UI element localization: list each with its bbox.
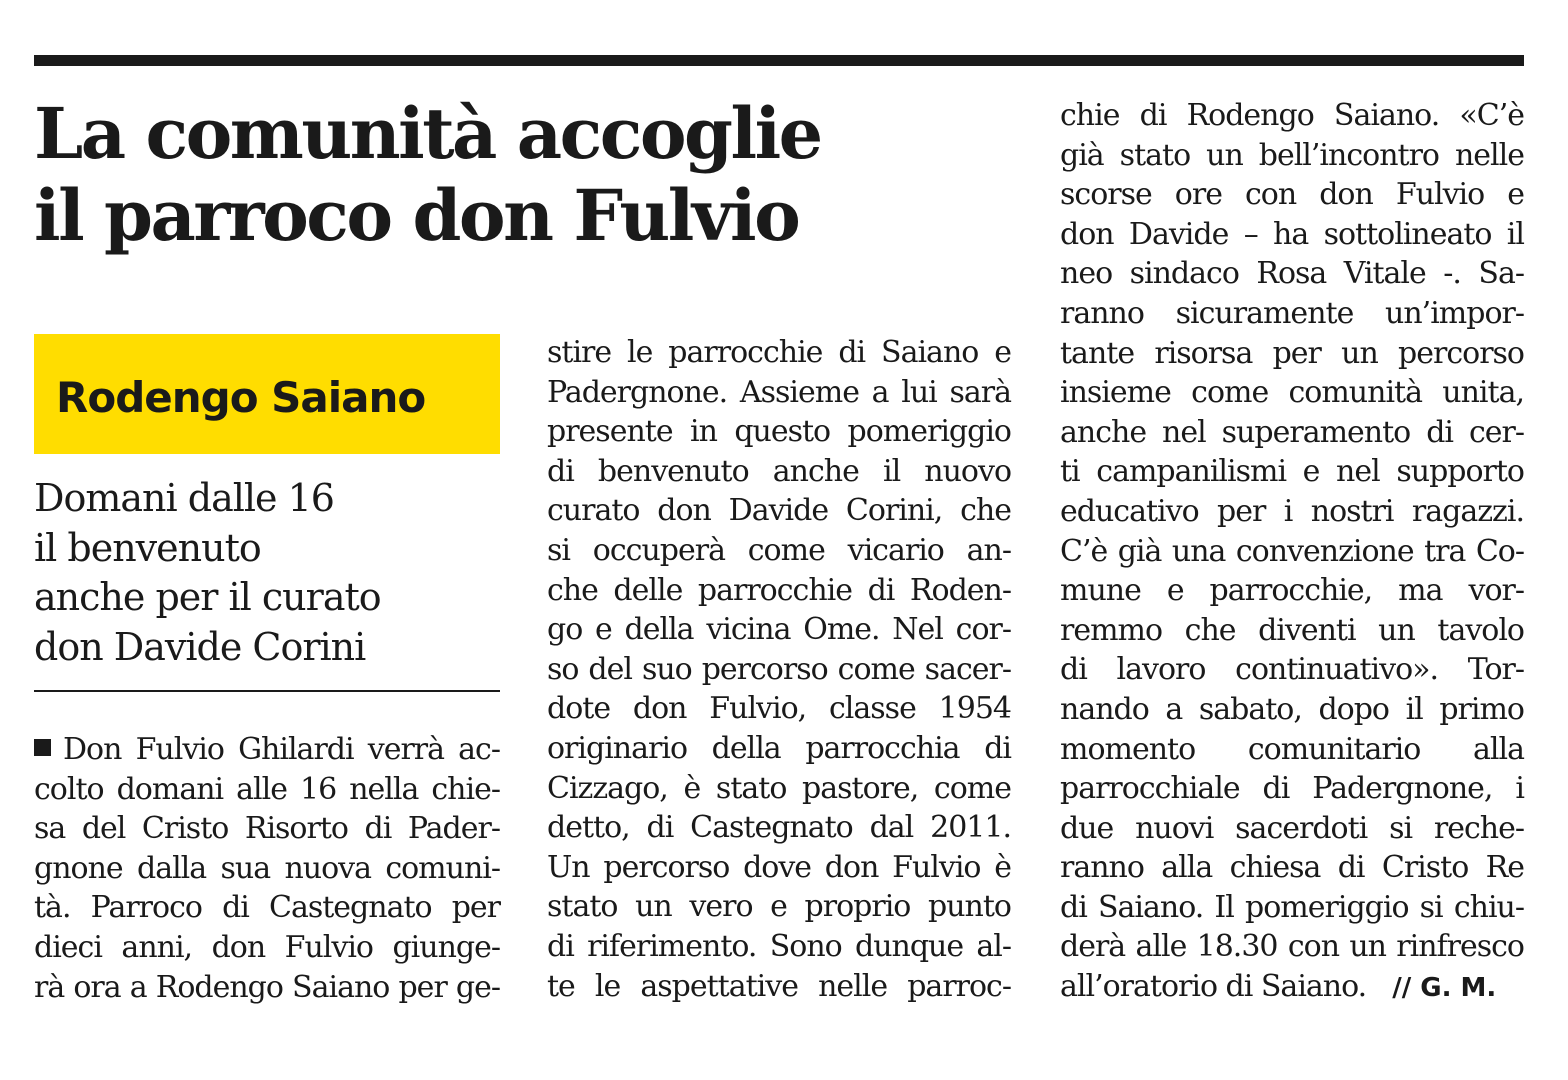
body-line: colto domani alle 16 nella chie- (34, 771, 500, 807)
body-line: don Davide – ha sottolineato il (1060, 216, 1524, 252)
body-line: due nuovi sacerdoti si reche- (1060, 810, 1524, 846)
subhead-rule (34, 690, 500, 692)
body-line: go e della vicina Ome. Nel cor- (547, 612, 1011, 648)
body-line: tà. Parroco di Castegnato per (34, 890, 500, 926)
body-line: sa del Cristo Risorto di Pader- (34, 811, 500, 847)
body-column-2 (547, 333, 1011, 1006)
body-line: di Saiano. Il pomeriggio si chiu- (1060, 889, 1524, 925)
body-line: presente in questo pomeriggio (547, 414, 1011, 450)
body-line: detto, di Castegnato dal 2011. (547, 810, 1011, 846)
body-line: Padergnone. Assieme a lui sarà (547, 374, 1011, 410)
body-line: momento comunitario alla (1060, 731, 1524, 767)
kicker-label: Rodengo Saiano (56, 373, 426, 422)
body-line: so del suo percorso come sacer- (547, 651, 1011, 687)
body-line: curato don Davide Corini, che (547, 493, 1011, 529)
body-line: derà alle 18.30 con un rinfresco (1060, 929, 1524, 965)
body-line-final (1060, 967, 1524, 1007)
body-line: remmo che diventi un tavolo (1060, 612, 1524, 648)
body-line: Cizzago, è stato pastore, come (547, 770, 1011, 806)
body-line: originario della parrocchia di (547, 730, 1011, 766)
headline-line: il parroco don Fulvio (34, 174, 799, 257)
subhead-line: il benvenuto (34, 525, 261, 570)
body-line: anche nel superamento di cer- (1060, 414, 1524, 450)
body-text: all’oratorio di Saiano. (1060, 969, 1367, 1005)
subhead-line: anche per il curato (34, 575, 381, 619)
body-line: di benvenuto anche il nuovo (547, 453, 1011, 489)
body-line: te le aspettative nelle parroc- (547, 968, 1011, 1004)
body-line: Un percorso dove don Fulvio è (547, 849, 1011, 885)
subhead-line: Domani dalle 16 (34, 476, 334, 520)
body-line: tante risorsa per un percorso (1060, 335, 1524, 371)
square-bullet-icon (34, 739, 51, 756)
subheadline (34, 474, 500, 672)
body-line: ranno alla chiesa di Cristo Re (1060, 850, 1524, 886)
body-line: ti campanilismi e nel supporto (1060, 454, 1524, 490)
body-line: nando a sabato, dopo il primo (1060, 691, 1524, 727)
body-line: già stato un bell’incontro nelle (1060, 137, 1524, 173)
body-line: dote don Fulvio, classe 1954 (547, 691, 1011, 727)
body-column-1 (34, 730, 500, 1007)
body-line: che delle parrocchie di Roden- (547, 572, 1011, 608)
body-line: si occuperà come vicario an- (547, 532, 1011, 568)
body-line: mune e parrocchie, ma vor- (1060, 573, 1524, 609)
body-line (34, 730, 500, 770)
author-signature: // G. M. (1392, 973, 1497, 1004)
body-column-3 (1060, 96, 1524, 1007)
body-line: di riferimento. Sono dunque al- (547, 928, 1011, 964)
body-line: gnone dalla sua nuova comuni- (34, 850, 500, 886)
top-rule (34, 55, 1524, 66)
body-line: scorse ore con don Fulvio e (1060, 177, 1524, 213)
headline (34, 93, 1014, 257)
subhead-line: don Davide Corini (34, 624, 366, 669)
body-line: chie di Rodengo Saiano. «C’è (1060, 98, 1524, 133)
body-line: C’è già una convenzione tra Co- (1060, 533, 1524, 569)
body-text: Don Fulvio Ghilardi verrà ac- (63, 732, 500, 767)
kicker-box (34, 334, 500, 454)
body-line: stato un vero e proprio punto (547, 889, 1011, 925)
headline-line: La comunità accoglie (34, 92, 821, 175)
body-line: educativo per i nostri ragazzi. (1060, 493, 1524, 529)
body-line: insieme come comunità unita, (1060, 375, 1524, 411)
body-line: stire le parrocchie di Saiano e (547, 335, 1011, 370)
body-line: di lavoro continuativo». Tor- (1060, 652, 1524, 688)
body-line: dieci anni, don Fulvio giunge- (34, 929, 500, 965)
body-line: rà ora a Rodengo Saiano per ge- (34, 969, 500, 1005)
body-line: parrocchiale di Padergnone, i (1060, 771, 1524, 807)
body-line: ranno sicuramente un’impor- (1060, 295, 1524, 331)
body-line: neo sindaco Rosa Vitale -. Sa- (1060, 256, 1524, 292)
